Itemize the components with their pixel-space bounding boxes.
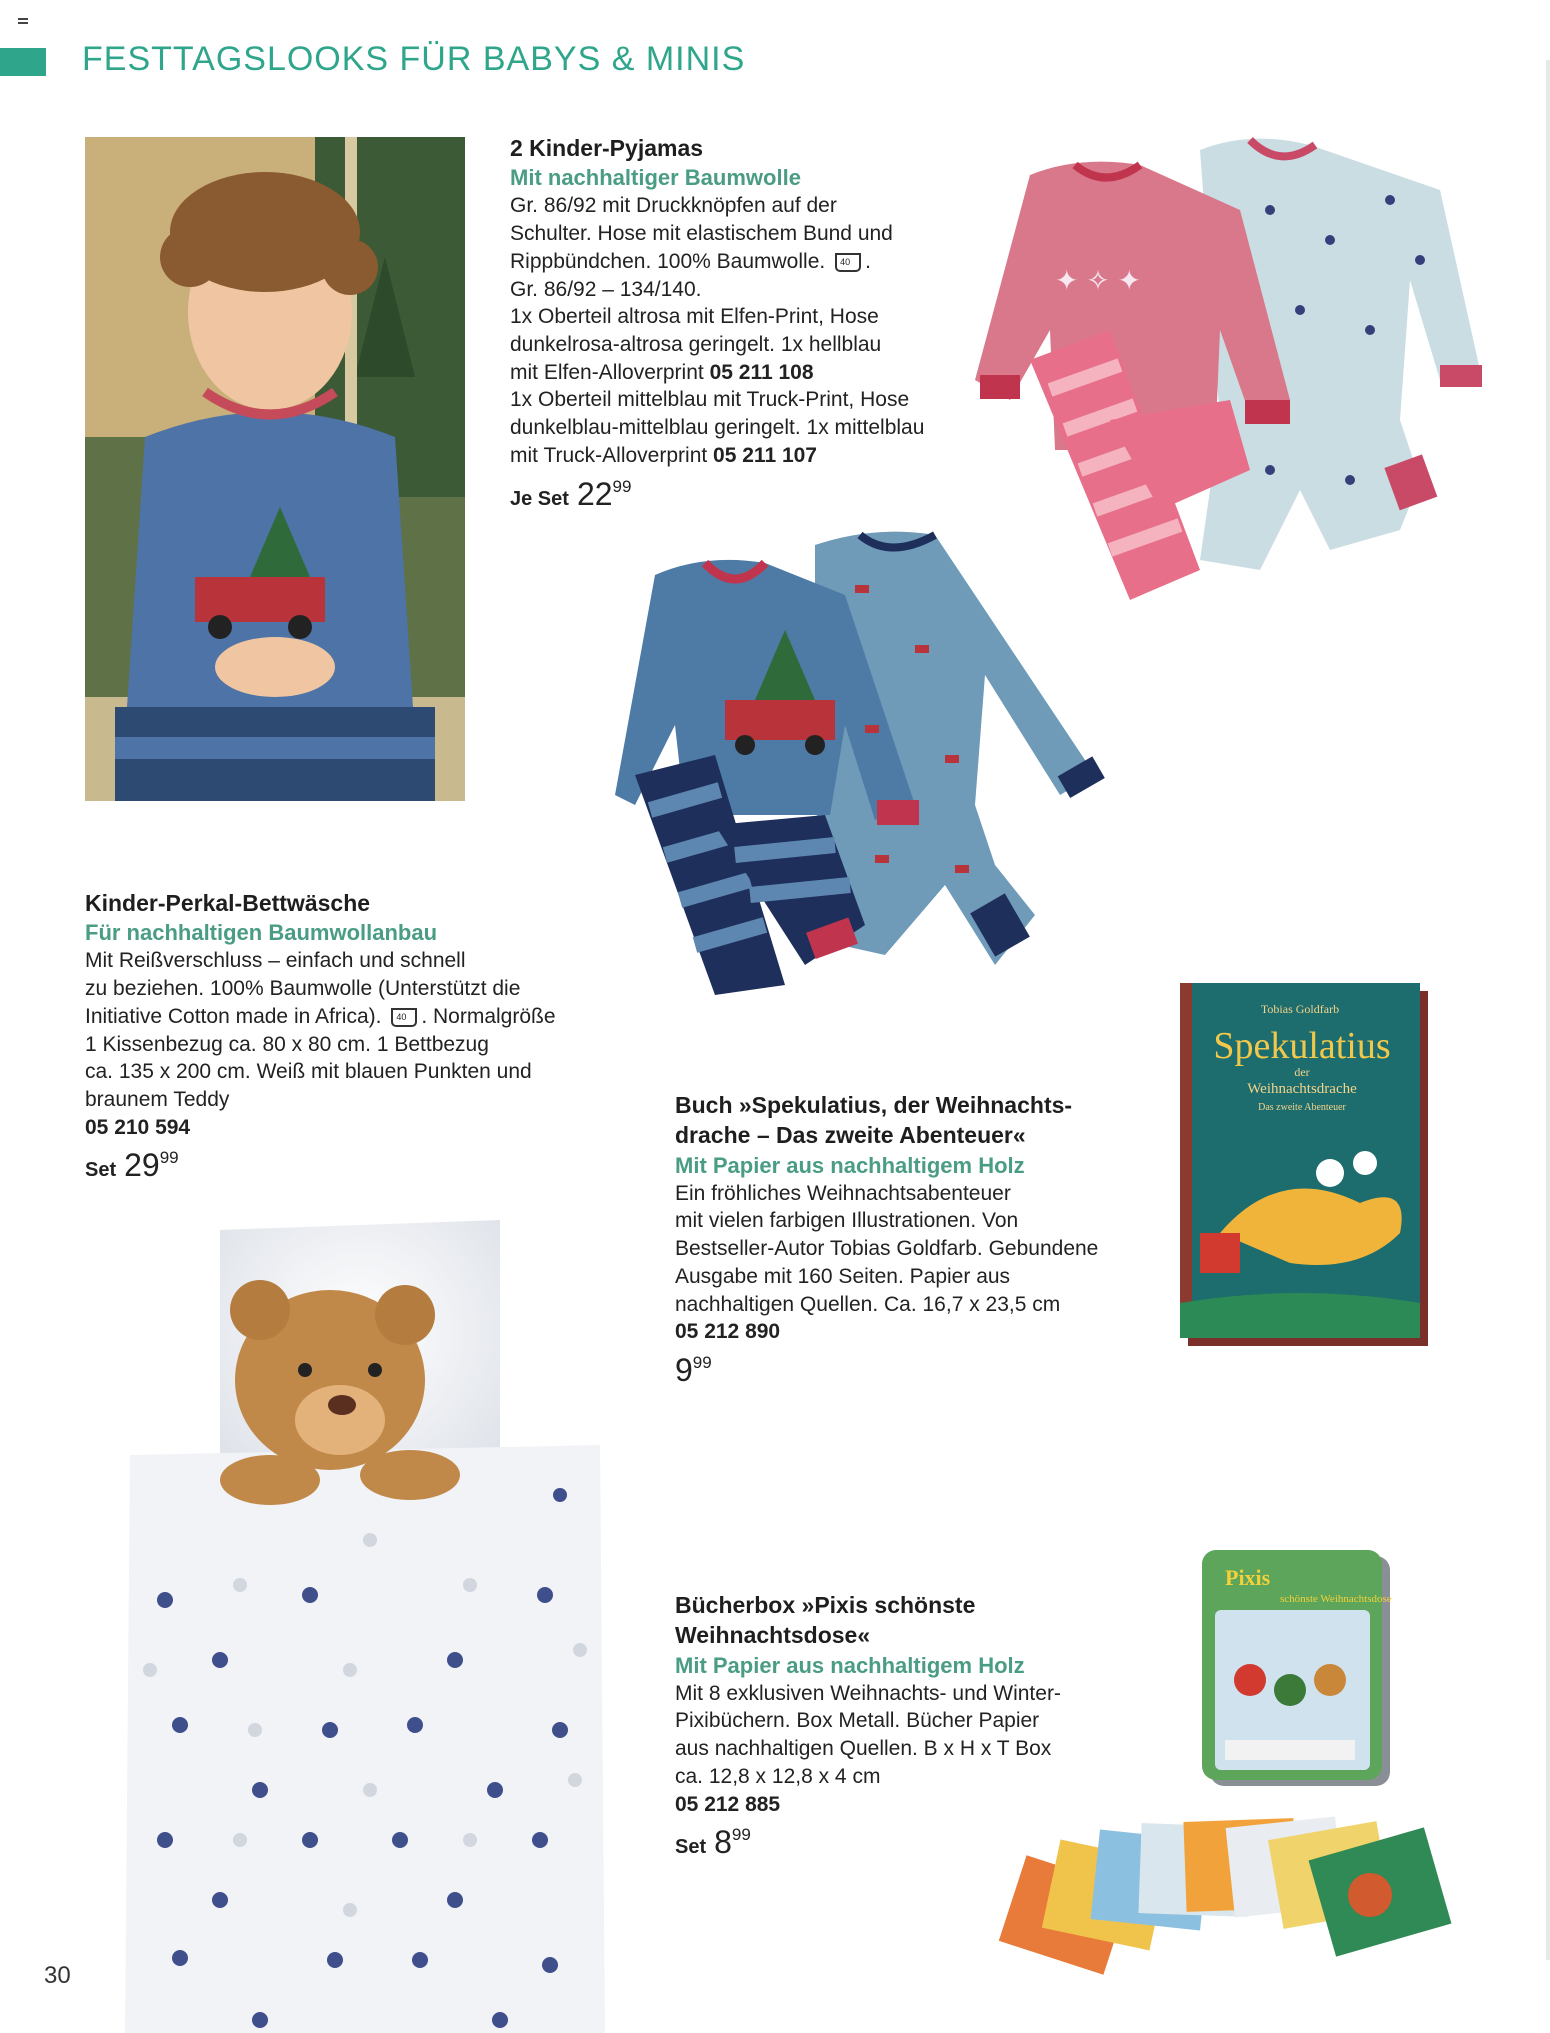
desc-line: Pixibüchern. Box Metall. Bücher Papier bbox=[675, 1709, 1040, 1733]
desc-line bbox=[510, 359, 990, 387]
desc-line: aus nachhaltigen Quellen. B x H x T Box bbox=[675, 1737, 1052, 1761]
desc-line: Mit Reißverschluss – einfach und schnell bbox=[85, 949, 466, 973]
price-main: 9 bbox=[675, 1352, 693, 1389]
price-amount bbox=[124, 1147, 179, 1184]
wash-40-icon bbox=[835, 253, 861, 272]
desc-line bbox=[510, 442, 990, 470]
book-cover-image bbox=[1180, 983, 1430, 1348]
price-amount bbox=[675, 1352, 712, 1389]
desc-line: zu beziehen. 100% Baumwolle (Unterstützt die bbox=[85, 977, 521, 1001]
price-prefix: Set bbox=[85, 1159, 117, 1182]
desc-text: mit Elfen-Alloverprint bbox=[510, 360, 704, 384]
desc-line: Gr. 86/92 mit Druckknöpfen auf der bbox=[510, 194, 837, 218]
desc-line: 1x Oberteil mittelblau mit Truck-Print, Hose bbox=[510, 388, 910, 412]
desc-line: 1x Oberteil altrosa mit Elfen-Print, Hose bbox=[510, 305, 879, 329]
price-main: 8 bbox=[714, 1824, 732, 1861]
cover-tag: Das zweite Abenteuer bbox=[1258, 1102, 1346, 1113]
cover-der: der bbox=[1294, 1065, 1310, 1079]
desc-line: dunkelblau-mittelblau geringelt. 1x mittelblau bbox=[510, 416, 925, 440]
sku: 05 212 885 bbox=[675, 1792, 781, 1816]
desc-line: nachhaltigen Quellen. Ca. 16,7 x 23,5 cm bbox=[675, 1292, 1061, 1316]
desc-line: braunem Teddy bbox=[85, 1087, 230, 1111]
price-prefix: Je Set bbox=[510, 487, 569, 510]
product-subtitle: Mit nachhaltiger Baumwolle bbox=[510, 165, 801, 191]
tin-title: Pixis bbox=[1225, 1565, 1271, 1590]
desc-line: Ein fröhliches Weihnachtsabenteuer bbox=[675, 1181, 1011, 1205]
tin-subtitle: schönste Weihnachtsdose bbox=[1280, 1593, 1392, 1605]
desc-text: . Normalgröße bbox=[421, 1004, 556, 1028]
price-cents: 99 bbox=[159, 1148, 179, 1168]
desc-line: Mit 8 exklusiven Weihnachts- und Winter- bbox=[675, 1681, 1061, 1705]
cover-title: Spekulatius bbox=[1213, 1025, 1391, 1067]
product-title bbox=[675, 1090, 1155, 1151]
desc-line: 1 Kissenbezug ca. 80 x 80 cm. 1 Bettbezug bbox=[85, 1032, 489, 1056]
page-title: FESTTAGSLOOKS FÜR BABYS & MINIS bbox=[82, 40, 746, 78]
product-description bbox=[675, 1180, 1155, 1319]
price-main: 22 bbox=[576, 475, 613, 512]
desc-line: ca. 12,8 x 12,8 x 4 cm bbox=[675, 1764, 881, 1788]
price bbox=[85, 1149, 625, 1183]
desc-line: Ausgabe mit 160 Seiten. Papier aus bbox=[675, 1264, 1011, 1288]
menu-icon[interactable] bbox=[18, 18, 28, 28]
desc-line: dunkelrosa-altrosa geringelt. 1x hellblau bbox=[510, 332, 882, 356]
product-subtitle: Mit Papier aus nachhaltigem Holz bbox=[675, 1152, 1025, 1178]
product-book bbox=[675, 1090, 1155, 1389]
cover-subtitle: Weihnachtsdrache bbox=[1247, 1081, 1357, 1097]
product-title: 2 Kinder-Pyjamas bbox=[510, 135, 704, 161]
pyjama-blue-image bbox=[615, 525, 1105, 995]
page-number: 30 bbox=[44, 1962, 71, 1989]
title-line: drache – Das zweite Abenteuer« bbox=[675, 1122, 1026, 1149]
price-amount bbox=[714, 1824, 751, 1861]
bookbox-image bbox=[990, 1550, 1470, 1990]
cover-author: Tobias Goldfarb bbox=[1260, 1002, 1340, 1016]
desc-line: mit vielen farbigen Illustrationen. Von bbox=[675, 1209, 1019, 1233]
product-description bbox=[510, 192, 990, 469]
title-line: Weihnachtsdose« bbox=[675, 1622, 871, 1649]
desc-line: ca. 135 x 200 cm. Weiß mit blauen Punkten und bbox=[85, 1060, 532, 1084]
page-edge bbox=[1546, 60, 1550, 1960]
product-subtitle: Für nachhaltigen Baumwollanbau bbox=[85, 920, 438, 946]
bedding-image bbox=[120, 1220, 610, 2033]
price-cents: 99 bbox=[612, 476, 632, 496]
desc-line bbox=[85, 1003, 625, 1031]
title-line: Bücherbox »Pixis schönste bbox=[675, 1592, 976, 1618]
title-line: Buch »Spekulatius, der Weihnachts- bbox=[675, 1092, 1073, 1118]
product-bedding bbox=[85, 888, 625, 1184]
svg-text:✦ ✧ ✦: ✦ ✧ ✦ bbox=[1055, 265, 1141, 296]
desc-line: Gr. 86/92 – 134/140. bbox=[510, 277, 702, 301]
child-photo bbox=[85, 137, 465, 801]
desc-line: Rippbündchen. 100% Baumwolle. 40 . bbox=[510, 248, 990, 276]
price-cents: 99 bbox=[692, 1353, 712, 1373]
sku: 05 211 108 bbox=[709, 360, 814, 384]
desc-line: Bestseller-Autor Tobias Goldfarb. Gebundene bbox=[675, 1237, 1099, 1261]
product-description bbox=[85, 947, 625, 1113]
price-main: 29 bbox=[124, 1147, 160, 1184]
desc-text: Rippbündchen. 100% Baumwolle. bbox=[510, 249, 826, 273]
sku: 05 212 890 bbox=[675, 1320, 781, 1344]
desc-text: Initiative Cotton made in Africa). bbox=[85, 1004, 382, 1028]
sku: 05 211 107 bbox=[713, 443, 817, 467]
product-subtitle: Mit Papier aus nachhaltigem Holz bbox=[675, 1652, 1025, 1678]
wash-40-icon bbox=[391, 1008, 417, 1027]
desc-text: mit Truck-Alloverprint bbox=[510, 443, 708, 467]
price bbox=[510, 475, 990, 512]
price-amount bbox=[576, 475, 632, 512]
desc-line: Schulter. Hose mit elastischem Bund und bbox=[510, 222, 893, 246]
accent-bar bbox=[0, 48, 46, 76]
product-pyjamas bbox=[510, 133, 990, 512]
product-title: Kinder-Perkal-Bettwäsche bbox=[85, 890, 371, 916]
price-prefix: Set bbox=[675, 1836, 707, 1859]
price bbox=[675, 1352, 1155, 1389]
sku: 05 210 594 bbox=[85, 1115, 191, 1139]
price-cents: 99 bbox=[731, 1825, 751, 1845]
